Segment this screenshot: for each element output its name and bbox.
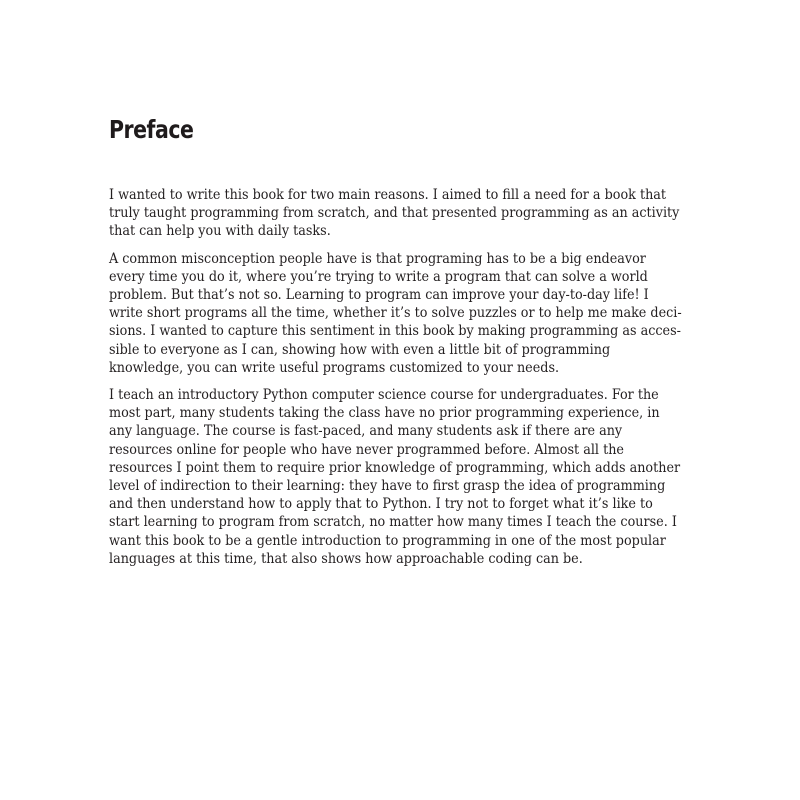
text-line: write short programs all the time, whether it’s to solve puzzles or to help me make deci- — [109, 305, 682, 322]
text-line: truly taught programming from scratch, and that presented programming as an activity — [109, 205, 680, 222]
text-line: and then understand how to apply that to Python. I try not to forget what it’s like to — [109, 496, 653, 513]
text-line: I wanted to write this book for two main reasons. I aimed to fill a need for a book that — [109, 187, 667, 203]
text-line: level of indirection to their learning: they have to first grasp the idea of programming — [109, 478, 666, 495]
text-line: start learning to program from scratch, no matter how many times I teach the course. I — [109, 514, 677, 531]
body-text — [109, 186, 699, 577]
text-line: want this book to be a gentle introduction to programming in one of the most popular — [109, 532, 666, 549]
paragraph-3 — [109, 386, 699, 568]
text-line: any language. The course is fast-paced, and many students ask if there are any — [109, 423, 623, 440]
text-line: resources I point them to require prior knowledge of programming, which adds another — [109, 459, 681, 476]
text-line: that can help you with daily tasks. — [109, 223, 331, 240]
text-line: sions. I wanted to capture this sentiment in this book by making programming as acces- — [109, 323, 681, 340]
text-line: sible to everyone as I can, showing how with even a little bit of programming — [109, 341, 611, 358]
text-line: problem. But that’s not so. Learning to program can improve your day-to-day life! I — [109, 287, 649, 304]
chapter-heading: Preface — [109, 115, 194, 144]
text-line: every time you do it, where you’re trying to write a program that can solve a world — [109, 268, 648, 285]
text-line: resources online for people who have never programmed before. Almost all the — [109, 441, 624, 458]
text-line: most part, many students taking the class have no prior programming experience, in — [109, 405, 660, 422]
text-line: languages at this time, that also shows how approachable coding can be. — [109, 550, 583, 567]
paragraph-1 — [109, 186, 699, 241]
text-line: A common misconception people have is that programing has to be a big endeavor — [109, 250, 646, 267]
text-line: knowledge, you can write useful programs customized to your needs. — [109, 359, 560, 376]
text-line: I teach an introductory Python computer science course for undergraduates. For the — [109, 387, 659, 404]
paragraph-2 — [109, 250, 699, 377]
